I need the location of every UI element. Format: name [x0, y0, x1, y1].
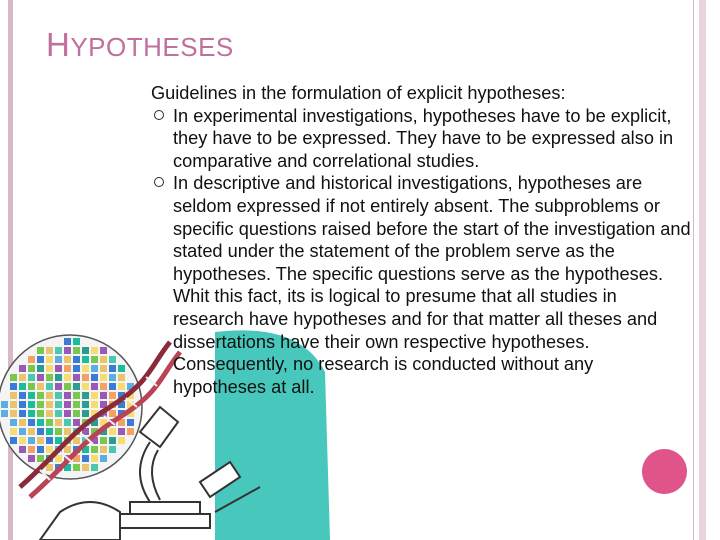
- mosaic-tile: [64, 365, 71, 372]
- mosaic-tile: [37, 374, 44, 381]
- mosaic-tile: [37, 419, 44, 426]
- mosaic-tile: [55, 365, 62, 372]
- mosaic-tile: [28, 428, 35, 435]
- mosaic-tile: [73, 410, 80, 417]
- mosaic-tile: [91, 455, 98, 462]
- mosaic-tile: [10, 374, 17, 381]
- mosaic-tile: [37, 347, 44, 354]
- mosaic-tile: [82, 374, 89, 381]
- mosaic-tile: [118, 374, 125, 381]
- mosaic-tile: [10, 419, 17, 426]
- mosaic-tile: [28, 455, 35, 462]
- mosaic-tile: [100, 374, 107, 381]
- mosaic-tile: [28, 392, 35, 399]
- mosaic-tile: [46, 347, 53, 354]
- mosaic-tile: [127, 419, 134, 426]
- mosaic-tile: [64, 338, 71, 345]
- mosaic-tile: [73, 338, 80, 345]
- mosaic-tile: [19, 446, 26, 453]
- mosaic-tile: [91, 392, 98, 399]
- mosaic-tile: [91, 401, 98, 408]
- mosaic-tile: [46, 446, 53, 453]
- mosaic-tile: [109, 356, 116, 363]
- mosaic-tile: [37, 365, 44, 372]
- mosaic-tile: [109, 437, 116, 444]
- mosaic-tile: [28, 437, 35, 444]
- mosaic-tile: [73, 401, 80, 408]
- mosaic-tile: [64, 419, 71, 426]
- slide-frame-right-line: [693, 0, 694, 540]
- bullet-text: In descriptive and historical investigations, hypotheses are seldom expressed if not entirely absent. The subproblems or specific questions raised before the start of the investigation and stated under the statement of the problem serve as the hypotheses. The specific questions serve as the hypotheses. Whit this fact, its is logical to presume that all studies in research have hypotheses and for that matter all theses and dissertations have their own respective hypotheses. Consequently, no research is conducted without any hypotheses at all.: [173, 173, 691, 397]
- mosaic-tile: [109, 446, 116, 453]
- title-rest: YPOTHESES: [70, 32, 234, 62]
- mosaic-tile: [55, 437, 62, 444]
- mosaic-tile: [10, 437, 17, 444]
- mosaic-tile: [28, 365, 35, 372]
- mosaic-tile: [10, 392, 17, 399]
- mosaic-tile: [28, 383, 35, 390]
- mosaic-tile: [82, 392, 89, 399]
- mosaic-tile: [55, 392, 62, 399]
- mosaic-tile: [100, 365, 107, 372]
- mosaic-tile: [64, 428, 71, 435]
- mosaic-tile: [46, 356, 53, 363]
- bullet-item: [151, 105, 691, 173]
- mosaic-tile: [100, 437, 107, 444]
- mosaic-tile: [1, 401, 8, 408]
- mosaic-tile: [100, 356, 107, 363]
- mosaic-tile: [64, 392, 71, 399]
- mosaic-tile: [19, 410, 26, 417]
- mosaic-tile: [46, 464, 53, 471]
- mosaic-tile: [19, 401, 26, 408]
- mosaic-tile: [91, 383, 98, 390]
- mosaic-tile: [64, 356, 71, 363]
- mosaic-tile: [37, 383, 44, 390]
- mosaic-tile: [28, 401, 35, 408]
- mosaic-tile: [82, 365, 89, 372]
- mosaic-tile: [19, 365, 26, 372]
- mosaic-tile: [91, 356, 98, 363]
- mosaic-tile: [64, 401, 71, 408]
- mosaic-tile: [55, 383, 62, 390]
- mosaic-tile: [46, 392, 53, 399]
- mosaic-tile: [91, 374, 98, 381]
- mosaic-tile: [73, 374, 80, 381]
- mosaic-tile: [64, 383, 71, 390]
- mosaic-tile: [82, 455, 89, 462]
- mosaic-tile: [91, 464, 98, 471]
- mosaic-tile: [28, 356, 35, 363]
- mosaic-tile: [118, 428, 125, 435]
- mosaic-tile: [73, 392, 80, 399]
- mosaic-tile: [109, 428, 116, 435]
- mosaic-tile: [64, 446, 71, 453]
- mosaic-tile: [19, 428, 26, 435]
- hollow-circle-icon: [154, 110, 164, 120]
- mosaic-tile: [37, 446, 44, 453]
- mosaic-tile: [64, 374, 71, 381]
- mosaic-tile: [118, 365, 125, 372]
- mosaic-tile: [19, 392, 26, 399]
- mosaic-tile: [55, 347, 62, 354]
- mosaic-tile: [109, 374, 116, 381]
- mosaic-tile: [91, 347, 98, 354]
- mosaic-tile: [82, 347, 89, 354]
- mosaic-tile: [100, 455, 107, 462]
- mosaic-tile: [46, 437, 53, 444]
- mosaic-tile: [91, 365, 98, 372]
- slide-frame-right: [699, 0, 706, 540]
- mosaic-tile: [37, 356, 44, 363]
- mosaic-tile: [46, 401, 53, 408]
- mosaic-tile: [73, 383, 80, 390]
- mosaic-tile: [73, 356, 80, 363]
- mosaic-tile: [19, 383, 26, 390]
- mosaic-tile: [73, 437, 80, 444]
- mosaic-tile: [82, 410, 89, 417]
- mosaic-tile: [64, 410, 71, 417]
- mosaic-tile: [109, 392, 116, 399]
- hollow-circle-icon: [154, 177, 164, 187]
- mosaic-tile: [28, 446, 35, 453]
- mosaic-tile: [19, 374, 26, 381]
- mosaic-tile: [46, 383, 53, 390]
- mosaic-tile: [82, 401, 89, 408]
- mosaic-tile: [55, 410, 62, 417]
- mosaic-tile: [55, 455, 62, 462]
- mosaic-tile: [37, 401, 44, 408]
- mosaic-tile: [109, 365, 116, 372]
- mosaic-tile: [28, 410, 35, 417]
- bullet-text: In experimental investigations, hypotheses have to be explicit, they have to be expressed. They have to be expressed also in comparative and correlational studies.: [173, 105, 674, 171]
- mosaic-tile: [46, 410, 53, 417]
- mosaic-tile: [37, 410, 44, 417]
- mosaic-tile: [37, 455, 44, 462]
- mosaic-tile: [10, 428, 17, 435]
- intro-text: Guidelines in the formulation of explicit hypotheses:: [151, 83, 566, 103]
- mosaic-tile: [100, 347, 107, 354]
- title-first-letter: H: [46, 26, 71, 63]
- mosaic-tile: [73, 347, 80, 354]
- mosaic-tile: [28, 374, 35, 381]
- mosaic-tile: [64, 347, 71, 354]
- mosaic-tile: [100, 392, 107, 399]
- mosaic-tile: [46, 419, 53, 426]
- mosaic-tile: [55, 374, 62, 381]
- mosaic-tile: [10, 383, 17, 390]
- mosaic-tile: [82, 356, 89, 363]
- mosaic-tile: [46, 428, 53, 435]
- mosaic-tile: [118, 383, 125, 390]
- mosaic-tile: [73, 464, 80, 471]
- mosaic-tile: [55, 401, 62, 408]
- accent-dot: [642, 449, 687, 494]
- mosaic-tile: [10, 401, 17, 408]
- mosaic-tile: [73, 365, 80, 372]
- mosaic-tile: [109, 383, 116, 390]
- mosaic-tile: [37, 437, 44, 444]
- bullet-item: [151, 172, 691, 398]
- mosaic-tile: [82, 383, 89, 390]
- mosaic-tile: [28, 419, 35, 426]
- slide-body: [151, 82, 691, 398]
- mosaic-tile: [37, 392, 44, 399]
- mosaic-tile: [82, 464, 89, 471]
- mosaic-tile: [1, 410, 8, 417]
- mosaic-tile: [46, 365, 53, 372]
- mosaic-tile: [100, 383, 107, 390]
- mosaic-tile: [91, 446, 98, 453]
- mosaic-tile: [10, 410, 17, 417]
- mosaic-tile: [55, 428, 62, 435]
- mosaic-tile: [19, 437, 26, 444]
- mosaic-tile: [118, 437, 125, 444]
- mosaic-tile: [100, 446, 107, 453]
- mosaic-tile: [127, 428, 134, 435]
- mosaic-tile: [55, 419, 62, 426]
- mosaic-tile: [46, 374, 53, 381]
- mosaic-tile: [19, 419, 26, 426]
- page-title: [46, 26, 234, 64]
- mosaic-tile: [73, 419, 80, 426]
- mosaic-tile: [37, 428, 44, 435]
- mosaic-tile: [55, 356, 62, 363]
- mosaic-tile: [109, 410, 116, 417]
